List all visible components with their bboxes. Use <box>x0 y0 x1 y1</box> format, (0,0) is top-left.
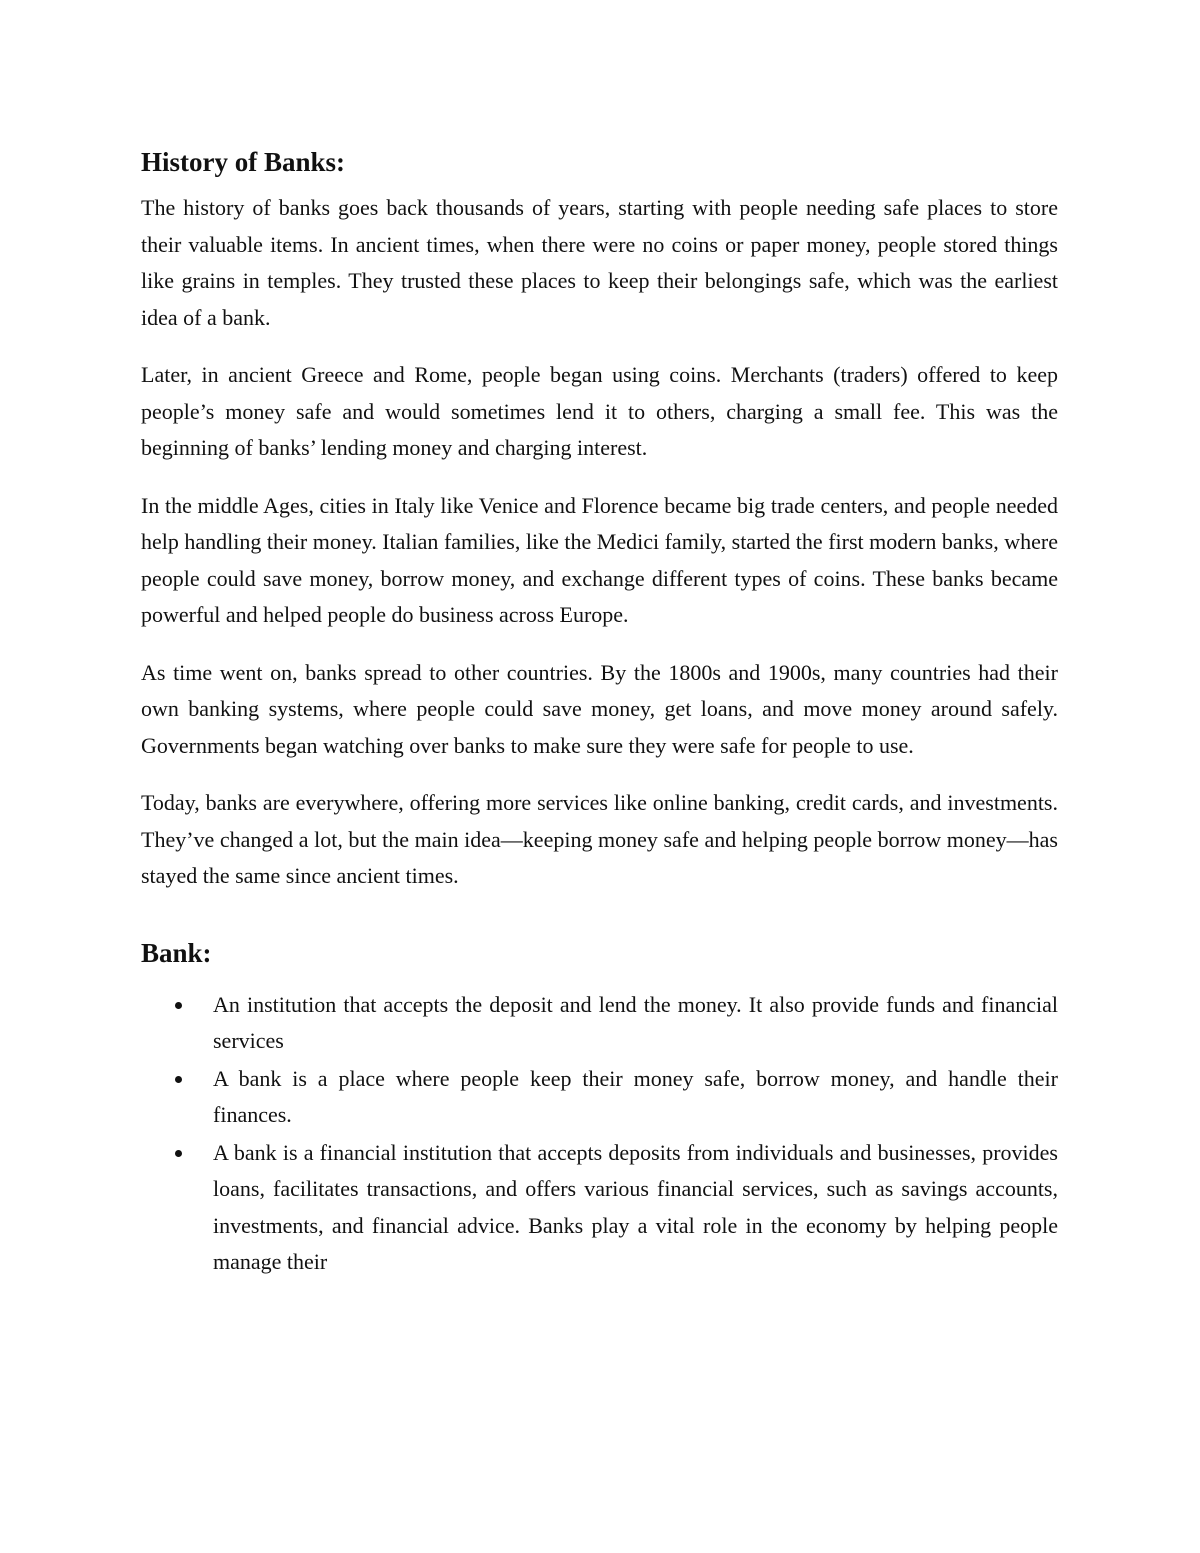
bullet-icon <box>175 1076 182 1083</box>
list-item <box>141 1135 1058 1281</box>
bullet-text: An institution that accepts the deposit and lend the money. It also provide funds and financial services <box>213 991 1058 1053</box>
bank-definition-list <box>141 987 1058 1281</box>
history-paragraph-3: In the middle Ages, cities in Italy like Venice and Florence became big trade centers, and people needed help handling their money. Italian families, like the Medici family, started the first modern banks, where people could save money, borrow money, and exchange different types of coins. These banks became powerful and helped people do business across Europe. <box>141 492 1058 627</box>
bank-heading: Bank: <box>141 937 212 968</box>
history-paragraph-4: As time went on, banks spread to other countries. By the 1800s and 1900s, many countries had their own banking systems, where people could save money, get loans, and move money around safely. Governments began watching over banks to make sure they were safe for people to use. <box>141 659 1058 758</box>
history-heading: History of Banks: <box>141 147 346 177</box>
bullet-icon <box>175 1150 182 1157</box>
history-paragraph-2: Later, in ancient Greece and Rome, people began using coins. Merchants (traders) offered to keep people’s money safe and would sometimes lend it to others, charging a small fee. This was the beginning of banks’ lending money and charging interest. <box>141 362 1058 460</box>
document-page <box>141 140 1058 1282</box>
bullet-icon <box>175 1002 182 1009</box>
history-paragraph-1: The history of banks goes back thousands of years, starting with people needing safe places to store their valuable items. In ancient times, when there were no coins or paper money, people stored things like grains in temples. They trusted these places to keep their belongings safe, which was the earliest idea of a bank. <box>141 195 1058 330</box>
list-item <box>141 987 1058 1060</box>
bullet-text: A bank is a financial institution that accepts deposits from individuals and businesses, provides loans, facilitates transactions, and offers various financial services, such as savings accounts, investments, and financial advice. Banks play a vital role in the economy by helping people manage their <box>213 1139 1058 1274</box>
list-item <box>141 1061 1058 1134</box>
history-paragraph-5: Today, banks are everywhere, offering more services like online banking, credit cards, and investments. They’ve changed a lot, but the main idea—keeping money safe and helping people borrow money—has stayed the same since ancient times. <box>141 790 1058 888</box>
bullet-text: A bank is a place where people keep their money safe, borrow money, and handle their finances. <box>213 1065 1058 1127</box>
